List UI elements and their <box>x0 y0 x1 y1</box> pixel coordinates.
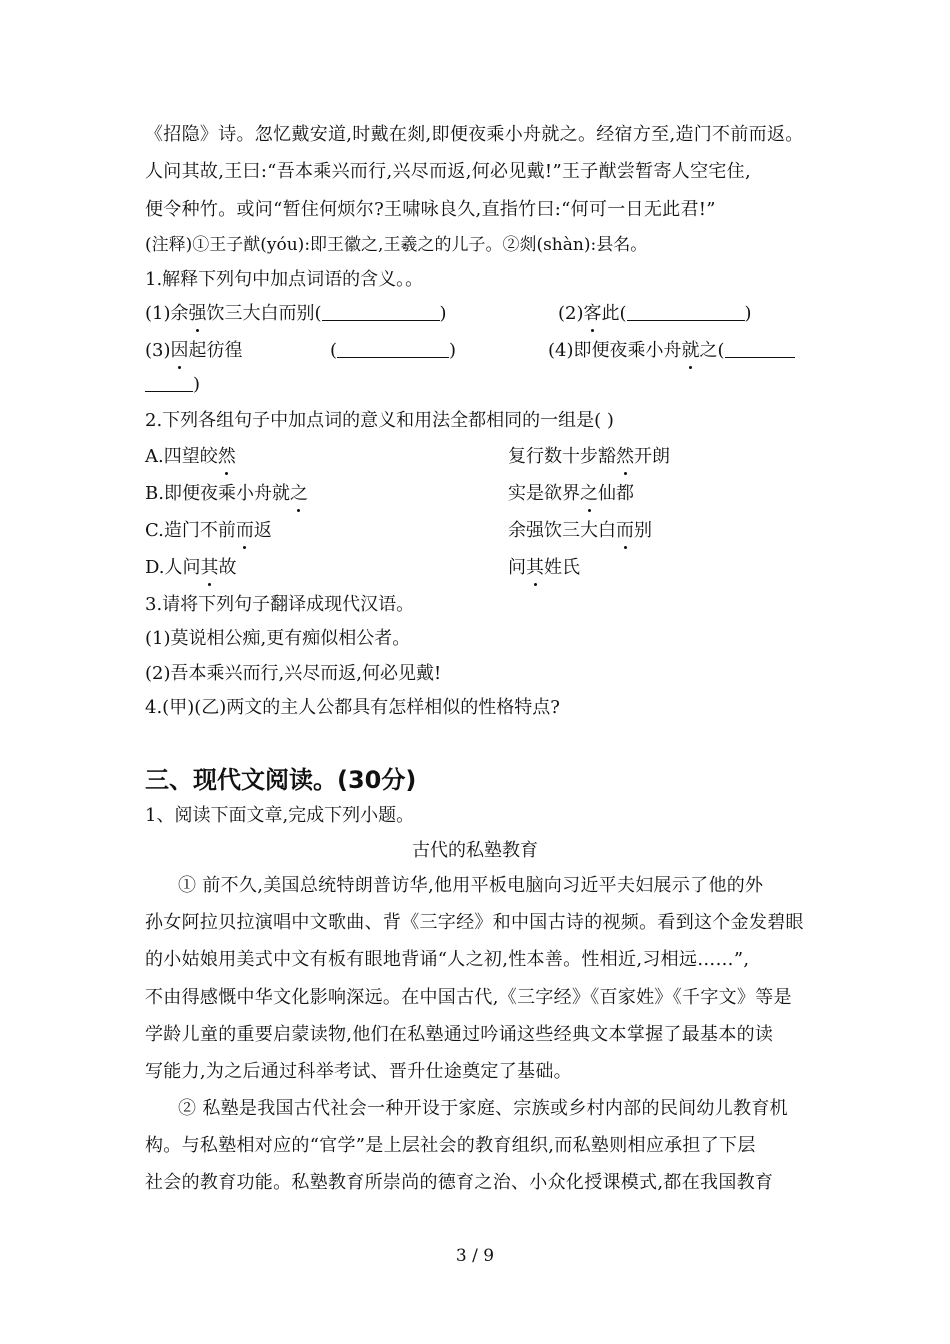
page-number: 3 / 9 <box>455 1246 495 1266</box>
dotted-char: 之 <box>580 481 598 507</box>
answer-blank[interactable] <box>322 302 440 321</box>
answer-blank[interactable] <box>627 302 745 321</box>
q1-item-4: (4)即便夜乘小舟就之( <box>548 338 795 364</box>
article-line: 学龄儿童的重要启蒙读物,他们在私塾通过吟诵这些经典文本掌握了最基本的读 <box>145 1024 774 1045</box>
dotted-char: 然 <box>616 444 634 470</box>
passage-line: 人问其故,王曰:“吾本乘兴而行,兴尽而返,何必见戴!”王子猷尝暂寄人空宅住, <box>145 161 751 182</box>
answer-blank[interactable] <box>725 339 795 358</box>
q2-option-b-right: 实是欲界之仙都 <box>508 481 634 507</box>
dotted-char: 就 <box>682 338 700 364</box>
dotted-char: 而 <box>616 518 634 544</box>
dotted-char: 强 <box>189 301 207 327</box>
passage-line: 《招隐》诗。忽忆戴安道,时戴在剡,即便夜乘小舟就之。经宿方至,造门不前而返。 <box>145 124 804 145</box>
q1-item-1: (1)余强饮三大白而别( ) <box>145 301 447 327</box>
article-line: 的小姑娘用美式中文有板有眼地背诵“人之初,性本善。性相近,习相远……”, <box>145 949 750 970</box>
section-heading: 三、现代文阅读。(30分) <box>145 766 417 794</box>
dotted-char: 之 <box>290 481 308 507</box>
article-line: 孙女阿拉贝拉演唱中文歌曲、背《三字经》和中国古诗的视频。看到这个金发碧眼 <box>145 912 804 933</box>
question-4-stem: 4.(甲)(乙)两文的主人公都具有怎样相似的性格特点? <box>145 697 560 718</box>
article-line: 社会的教育功能。私塾教育所崇尚的德育之治、小众化授课模式,都在我国教育 <box>145 1172 774 1193</box>
q1-item-4-cont: ) <box>145 372 200 398</box>
article-line: 构。与私塾相对应的“官学”是上层社会的教育组织,而私塾则相应承担了下层 <box>145 1135 756 1156</box>
dotted-char: 客 <box>584 301 602 327</box>
question-3-stem: 3.请将下列句子翻译成现代汉语。 <box>145 594 415 615</box>
reading-intro: 1、阅读下面文章,完成下列小题。 <box>145 805 415 826</box>
q2-option-d[interactable]: D.人问其故 <box>145 555 237 581</box>
dotted-char: 因 <box>171 338 189 364</box>
q1-item-3-answer: ( ) <box>330 340 457 361</box>
article-title: 古代的私塾教育 <box>412 840 538 861</box>
q3-sentence-2: (2)吾本乘兴而行,兴尽而返,何必见戴! <box>145 663 442 684</box>
q2-option-d-right: 问其姓氏 <box>508 555 580 581</box>
q2-option-c-right: 余强饮三大白而别 <box>508 518 652 544</box>
article-line: ① 前不久,美国总统特朗普访华,他用平板电脑向习近平夫妇展示了他的外 <box>178 875 764 896</box>
article-line: 不由得感慨中华文化影响深远。在中国古代,《三字经》《百家姓》《千字文》等是 <box>145 987 792 1008</box>
dotted-char: 其 <box>526 555 544 581</box>
annotation-note: (注释)①王子猷(yóu):即王徽之,王羲之的儿子。②剡(shàn):县名。 <box>145 235 648 255</box>
question-2-stem: 2.下列各组句子中加点词的意义和用法全都相同的一组是( ) <box>145 410 614 431</box>
answer-blank[interactable] <box>337 339 449 358</box>
q2-option-a[interactable]: A.四望皎然 <box>145 444 236 470</box>
dotted-char: 其 <box>201 555 219 581</box>
q1-item-2: (2)客此( ) <box>558 301 752 327</box>
answer-blank[interactable] <box>145 373 193 392</box>
q2-option-b[interactable]: B.即便夜乘小舟就之 <box>145 481 308 507</box>
q3-sentence-1: (1)莫说相公痴,更有痴似相公者。 <box>145 628 411 649</box>
q2-option-c[interactable]: C.造门不前而返 <box>145 518 272 544</box>
dotted-char: 而 <box>236 518 254 544</box>
q2-option-a-right: 复行数十步豁然开朗 <box>508 444 670 470</box>
dotted-char: 然 <box>218 444 236 470</box>
q1-item-3: (3)因起彷徨 <box>145 338 243 364</box>
article-line: ② 私塾是我国古代社会一种开设于家庭、宗族或乡村内部的民间幼儿教育机 <box>178 1098 788 1119</box>
passage-line: 便令种竹。或问“暂住何烦尔?王啸咏良久,直指竹曰:“何可一日无此君!” <box>145 199 716 220</box>
article-line: 写能力,为之后通过科举考试、晋升仕途奠定了基础。 <box>145 1061 572 1082</box>
question-1-stem: 1.解释下列句中加点词语的含义。。 <box>145 269 424 290</box>
